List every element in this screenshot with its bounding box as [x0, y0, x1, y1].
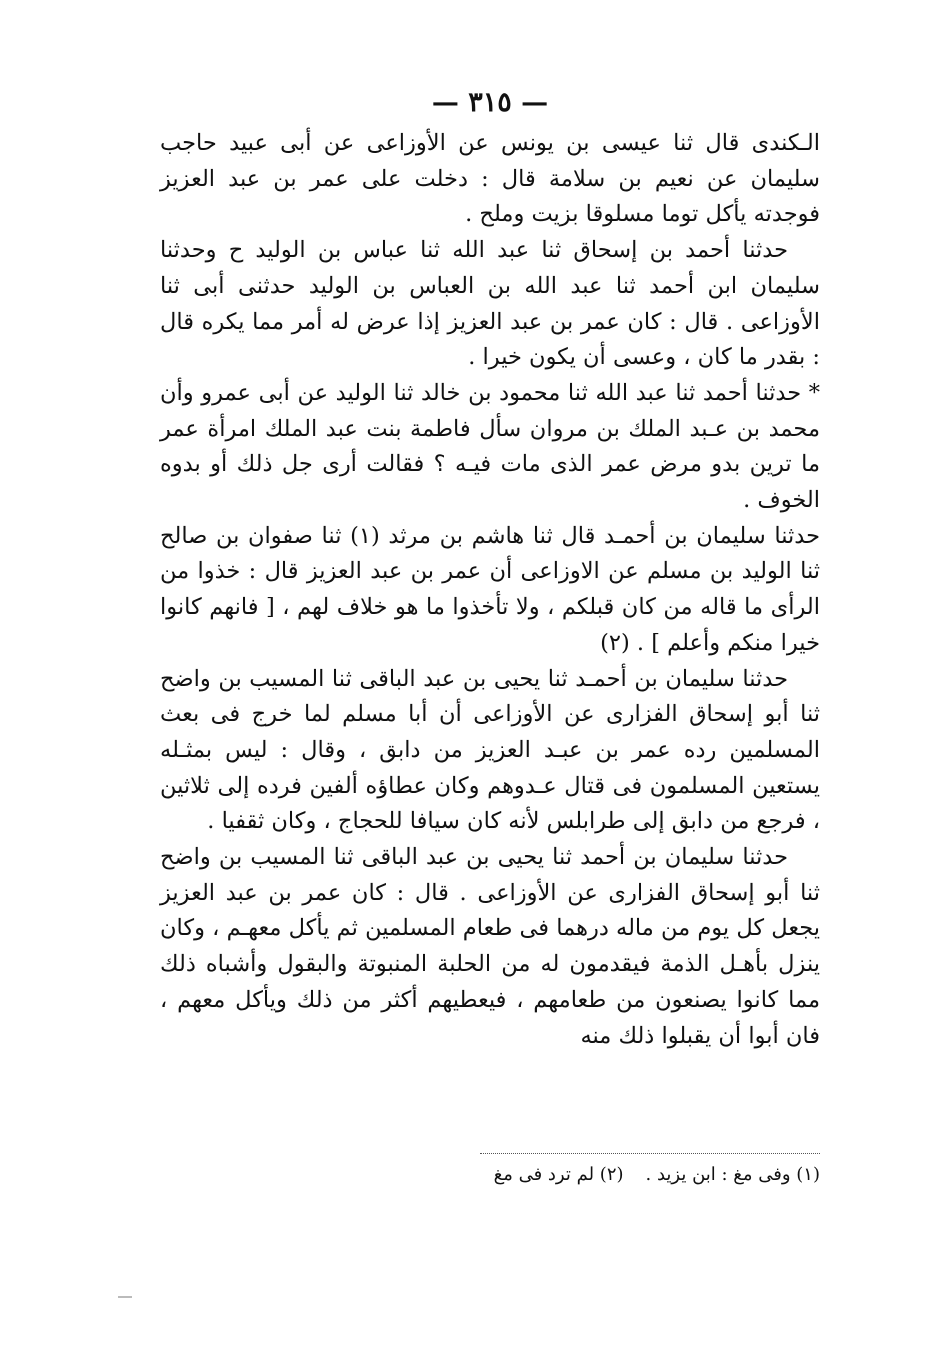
paragraph-3: * حدثنا أحمد ثنا عبد الله ثنا محمود بن خالد ثنا الوليد عن أبى عمرو وأن محمد بن عـبد الملك بن مروان سأل فاطمة بنت عبد الملك امرأة عمر ما ترين بدو مرض عمر الذى مات فيـه ؟ فقالت أرى جل ذلك أو بدوه الخوف . [160, 379, 820, 514]
main-text [160, 126, 820, 1054]
paragraph-1: الـكندى قال ثنا عيسى بن يونس عن الأوزاعى عن أبى عبيد حاجب سليمان عن نعيم بن سلامة قال : دخلت على عمر بن عبد العزيز فوجدته يأكل توما مسلوقا بزيت وملح . [160, 130, 820, 228]
scan-speck [118, 1296, 132, 1298]
book-page [160, 80, 820, 1220]
footnotes [160, 1162, 820, 1188]
paragraph-5: حدثنا سليمان بن أحمـد ثنا يحيى بن عبد الباقى ثنا المسيب بن واضح ثنا أبو إسحاق الفزارى عن الأوزاعى أن أبا مسلم لما خرج فى بعث المسلمين رده عمر بن عبـد العزيز من دابق ، وقال : ليس بمثـله يستعين المسلمون فى قتال عـدوهم وكان عطاؤه ألفين فرده إلى ثلاثين ، فرجع من دابق إلى طرابلس لأنه كان سيافا للحجاج ، وكان ثقفيا . [160, 665, 820, 835]
footnote-divider [480, 1153, 820, 1154]
paragraph-6: حدثنا سليمان بن أحمد ثنا يحيى بن عبد الباقى ثنا المسيب بن واضح ثنا أبو إسحاق الفزارى عن الأوزاعى . قال : كان عمر بن عبد العزيز يجعل كل يوم من ماله درهما فى طعام المسلمين ثم يأكل معهـم ، وكان ينزل بأهـل الذمة فيقدمون له من الحلبة المنبوتة والبقول وأشباه ذلك مما كانوا يصنعون من طعامهم ، فيعطيهم أكثر من ذلك ويأكل معهم ، فان أبوا أن يقبلوا ذلك منه [160, 844, 820, 1049]
page-number: — ٣١٥ — [431, 87, 549, 118]
footnote-2: (٢) لم ترد فى مغ [493, 1164, 624, 1185]
paragraph-4: حدثنا سليمان بن أحمـد قال ثنا هاشم بن مرثد (١) ثنا صفوان بن صالح ثنا الوليد بن مسلم عن الاوزاعى أن عمر بن عبد العزيز قال : خذوا من الرأى ما قاله من كان قبلكم ، ولا تأخذوا ما هو خلاف لهم ، [ فانهم كانوا خيرا منكم وأعلم ] . (٢) [160, 522, 820, 656]
paragraph-2: حدثنا أحمد بن إسحاق ثنا عبد الله ثنا عباس بن الوليد ح وحدثنا سليمان ابن أحمد ثنا عبد الله بن العباس بن الوليد حدثنى أبى ثنا الأوزاعى . قال : كان عمر بن عبد العزيز إذا عرض له أمر مما يكره قال : بقدر ما كان ، وعسى أن يكون خيرا . [160, 237, 820, 371]
footnote-1: (١) وفى مغ : ابن يزيد . [645, 1164, 820, 1185]
